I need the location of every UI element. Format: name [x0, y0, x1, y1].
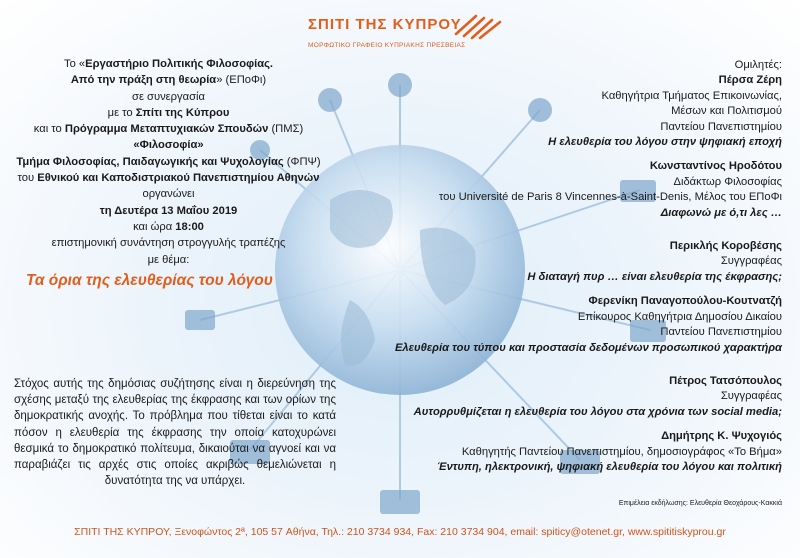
talk-title: Η ελευθερία του λόγου στην ψηφιακή εποχή [548, 136, 782, 149]
speaker-role: Διδάκτωρ Φιλοσοφίας [673, 175, 782, 188]
speaker [362, 73, 782, 150]
speaker-role: Μέσων και Πολιτισμού [671, 105, 782, 118]
speaker-role: Επίκουρος Καθηγήτρια Δημοσίου Δικαίου [577, 310, 782, 323]
speaker-role: Συγγραφέας [720, 255, 782, 268]
intro-text: και ώρα [133, 220, 176, 233]
speakers-block [362, 58, 782, 475]
intro-text: (ΠΜΣ) [268, 123, 304, 136]
speaker [362, 374, 782, 420]
event-description: Στόχος αυτής της δημόσιας συζήτησης είναι η διερεύνηση της σχέσης μεταξύ της ελευθερίας της έκφρασης και των ορίων της δημοκρατικής ανοχής. Το πρόβλημα που τίθεται είναι το κατά πόσον η ελευθερία της έκφρασης την οποία κατοχυρώνει θεσμικά το δημοκρατικό πολίτευμα, δικαιούται να αγνοεί και να παραβιάζει τις αρχές στις οποίες ακριβώς θεμελιώνεται η δυνατότητα της να υπάρχει. [14, 378, 336, 488]
laptop-icon [380, 490, 420, 514]
intro-text: οργανώνει [142, 188, 195, 201]
event-topic: Τα όρια της ελευθερίας του λόγου [26, 272, 273, 289]
intro-block [16, 56, 321, 268]
talk-title: Έντυπη, ηλεκτρονική, ψηφιακή ελευθερία του λόγου και πολιτική [437, 460, 782, 473]
speaker-role: Καθηγητής Παντείου Πανεπιστημίου, δημοσιογράφος «Το Βήμα» [461, 445, 782, 458]
logo-stripes-icon [450, 10, 506, 40]
event-date: τη Δευτέρα 13 Μαΐου 2019 [99, 204, 238, 217]
talk-title: Η διαταγή πυρ … είναι ελευθερία της έκφρασης; [527, 270, 782, 283]
speaker-name: Φερενίκη Παναγοπούλου-Κουτνατζή [588, 295, 782, 308]
laptop-icon [185, 310, 215, 330]
logo-subtitle: ΜΟΡΦΩΤΙΚΟ ΓΡΑΦΕΙΟ ΚΥΠΡΙΑΚΗΣ ΠΡΕΣΒΕΙΑΣ [308, 42, 466, 49]
speaker-name: Περικλής Κοροβέσης [669, 240, 782, 253]
speaker-name: Δημήτρης Κ. Ψυχογιός [661, 430, 782, 443]
talk-title: Διαφωνώ με ό,τι λες … [660, 206, 782, 219]
speaker-name: Κωνσταντίνος Ηροδότου [649, 160, 782, 173]
workshop-name: Εργαστήριο Πολιτικής Φιλοσοφίας. [85, 58, 274, 70]
speakers-label: Ομιλητές: [734, 59, 782, 71]
intro-text: επιστημονική συνάντηση στρογγυλής τραπέζης [51, 237, 286, 250]
event-credits: Επιμέλεια εκδήλωσης: Ελευθερία Θεοχάρους-Κακκιά [618, 500, 782, 507]
department-name: Τμήμα Φιλοσοφίας, Παιδαγωγικής και Ψυχολογίας [16, 155, 284, 168]
intro-text: » (ΕΠοΦι) [216, 74, 267, 87]
footer-contact: ΣΠΙΤΙ ΤΗΣ ΚΥΠΡΟΥ, Ξενοφώντος 2ª, 105 57 Αθήνα, Τηλ.: 210 3734 934, Fax: 210 3734 904, email: spiticy@otenet.gr, www.spititiskyprou.gr [74, 526, 726, 538]
event-time: 18:00 [175, 220, 204, 233]
talk-title: Ελευθερία του τύπου και προστασία δεδομένων προσωπικού χαρακτήρα [394, 341, 782, 354]
speaker-role: Παντείου Πανεπιστημίου [660, 120, 782, 133]
program-title: «Φιλοσοφία» [133, 139, 204, 152]
program-name: Πρόγραμμα Μεταπτυχιακών Σπουδών [64, 123, 269, 136]
intro-text: και το [33, 123, 65, 136]
speaker-name: Πέρσα Ζέρη [718, 74, 782, 87]
cyprus-house-logo [300, 6, 520, 66]
intro-text: σε συνεργασία [132, 90, 205, 103]
intro-text: (ΦΠΨ) [283, 155, 321, 168]
intro-text: με θέμα: [147, 253, 190, 266]
intro-text: Το « [63, 58, 86, 70]
speaker [362, 159, 782, 221]
speaker [362, 294, 782, 356]
talk-title: Αυτορρυθμίζεται η ελευθερία του λόγου στα χρόνια των social media; [413, 405, 782, 418]
speaker-role: Παντείου Πανεπιστημίου [660, 326, 782, 339]
university-name: Εθνικού και Καποδιστριακού Πανεπιστημίου Αθηνών [37, 172, 320, 185]
speaker-role: Καθηγήτρια Τμήματος Επικοινωνίας, [601, 89, 782, 102]
partner-name: Σπίτι της Κύπρου [135, 106, 230, 119]
user-icon [318, 88, 342, 112]
speaker-name: Πέτρος Τατσόπουλος [669, 374, 782, 387]
speaker-role: του Université de Paris 8 Vincennes-à-Saint-Denis, Μέλος του ΕΠοΦι [438, 191, 782, 204]
speaker [362, 239, 782, 285]
intro-text: του [17, 172, 38, 185]
speaker-role: Συγγραφέας [720, 390, 782, 403]
speaker [362, 429, 782, 475]
logo-title: ΣΠΙΤΙ ΤΗΣ ΚΥΠΡΟΥ [308, 16, 462, 33]
workshop-subtitle: Από την πράξη στη θεωρία [70, 74, 217, 87]
intro-text: με το [107, 106, 136, 119]
